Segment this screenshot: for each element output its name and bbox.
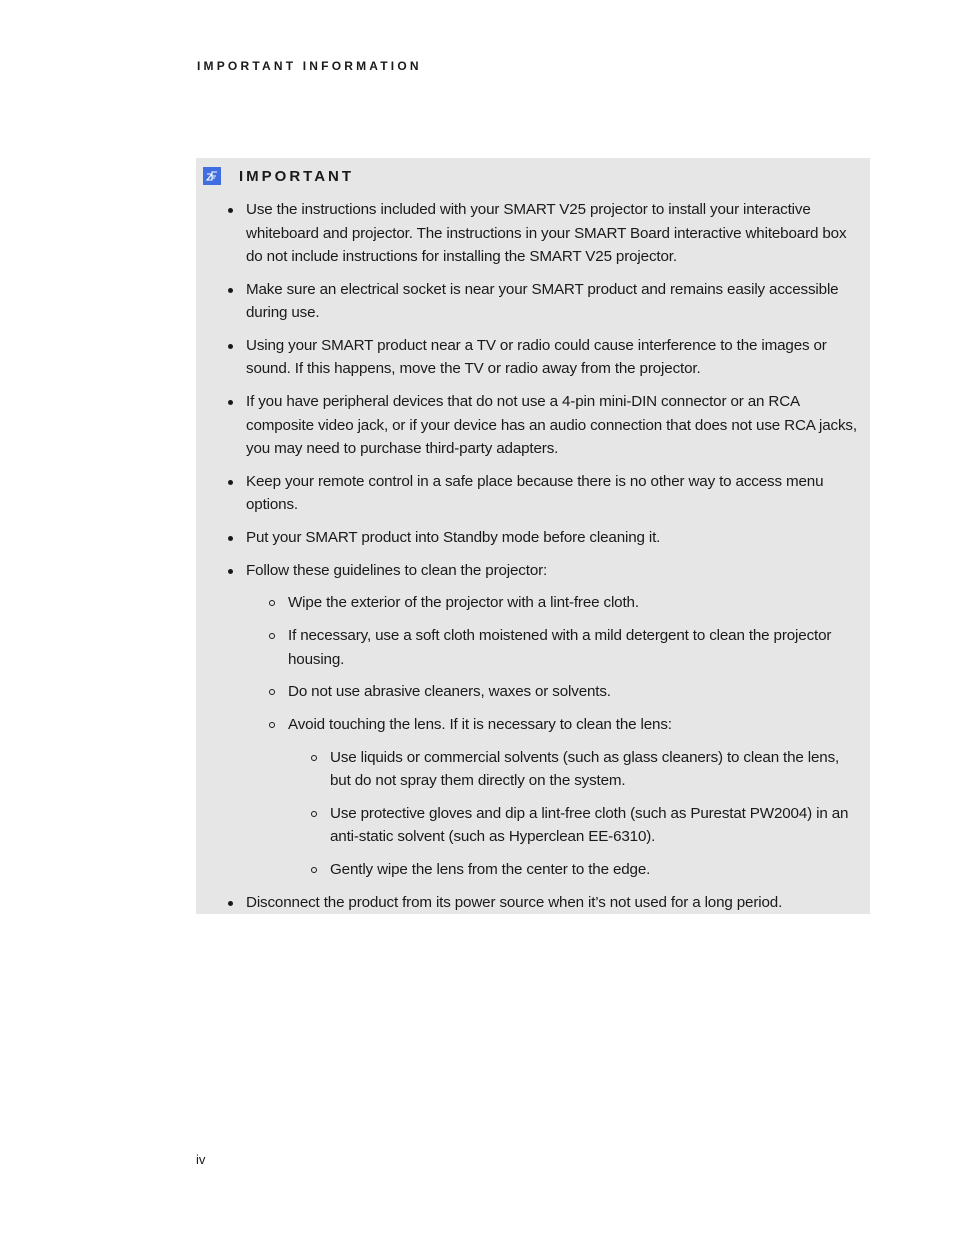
sub-list-item: Do not use abrasive cleaners, waxes or solvents. <box>268 680 858 704</box>
sub-list-item: Wipe the exterior of the projector with a lint-free cloth. <box>268 591 858 615</box>
list-item: Put your SMART product into Standby mode before cleaning it. <box>226 526 858 550</box>
list-item: Using your SMART product near a TV or radio could cause interference to the images or sound. If this happens, move the TV or radio away from the projector. <box>226 334 858 381</box>
important-title: IMPORTANT <box>239 167 355 185</box>
important-list <box>226 198 858 923</box>
list-item: Make sure an electrical socket is near your SMART product and remains easily accessible during use. <box>226 278 858 325</box>
list-item: If you have peripheral devices that do not use a 4-pin mini-DIN connector or an RCA composite video jack, or if your device has an audio connection that does not use RCA jacks, you may need to purchase third-party adapters. <box>226 390 858 461</box>
pointing-hand-icon <box>203 167 221 185</box>
list-item-cleaning-guidelines <box>226 559 858 882</box>
page-number: iv <box>196 1152 206 1167</box>
list-item: Keep your remote control in a safe place because there is no other way to access menu options. <box>226 470 858 517</box>
important-notice-box <box>196 158 870 914</box>
important-heading-row <box>203 166 354 186</box>
lens-cleaning-list <box>310 746 858 882</box>
cleaning-guidelines-list <box>268 591 858 881</box>
sub-list-item-lens <box>268 713 858 882</box>
running-header: IMPORTANT INFORMATION <box>197 59 422 73</box>
sub-sub-list-item: Use protective gloves and dip a lint-free cloth (such as Purestat PW2004) in an anti-static solvent (such as Hyperclean EE-6310). <box>310 802 858 849</box>
sub-sub-list-item: Use liquids or commercial solvents (such as glass cleaners) to clean the lens, but do not spray them directly on the system. <box>310 746 858 793</box>
list-item-text: Follow these guidelines to clean the projector: <box>246 561 548 579</box>
sub-list-item-text: Avoid touching the lens. If it is necessary to clean the lens: <box>288 715 672 733</box>
sub-sub-list-item: Gently wipe the lens from the center to the edge. <box>310 858 858 882</box>
list-item: Disconnect the product from its power source when it’s not used for a long period. <box>226 891 858 915</box>
sub-list-item: If necessary, use a soft cloth moistened with a mild detergent to clean the projector housing. <box>268 624 858 671</box>
list-item: Use the instructions included with your SMART V25 projector to install your interactive whiteboard and projector. The instructions in your SMART Board interactive whiteboard box do not include instructions for installing the SMART V25 projector. <box>226 198 858 269</box>
